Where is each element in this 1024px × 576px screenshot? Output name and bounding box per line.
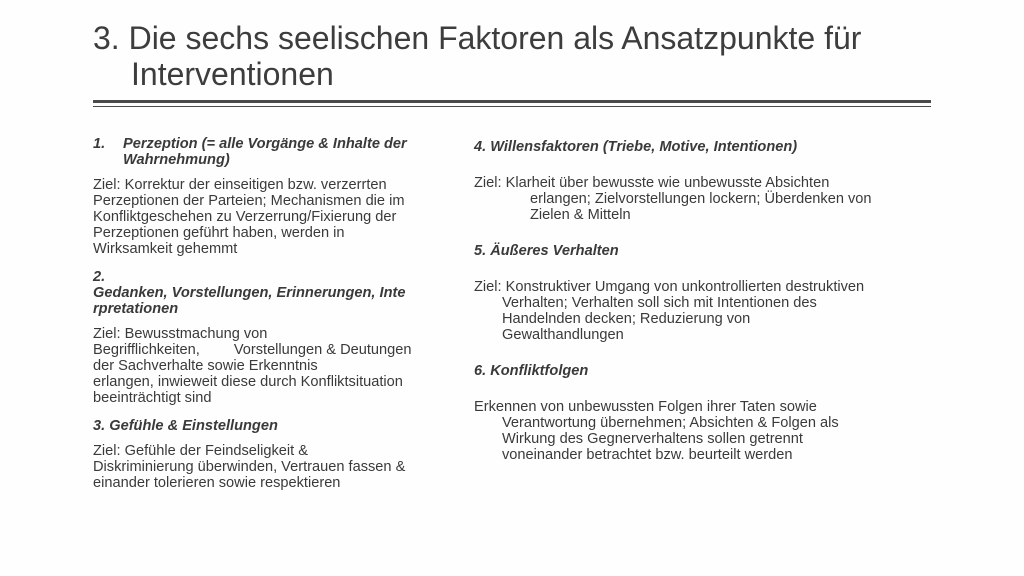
section4-heading: 4. Willensfaktoren (Triebe, Motive, Intentionen): [474, 139, 798, 155]
section1-number: 1.: [93, 136, 106, 152]
section6-line: Erkennen von unbewussten Folgen ihrer Taten sowie: [474, 399, 817, 415]
title-divider-thick: [93, 100, 931, 103]
section6-line: voneinander betrachtet bzw. beurteilt werden: [502, 447, 793, 463]
left-column: [93, 136, 463, 491]
section5-line: Gewalthandlungen: [502, 327, 624, 343]
section3-heading: 3. Gefühle & Einstellungen: [93, 418, 278, 434]
section1-line: Perzeptionen der Parteien; Mechanismen die im: [93, 193, 405, 209]
section1-heading-line1: Perzeption (= alle Vorgänge & Inhalte der: [123, 136, 407, 152]
title-divider-thin: [93, 106, 931, 107]
section5-heading: 5. Äußeres Verhalten: [474, 243, 619, 259]
slide-title-line2: Interventionen: [131, 56, 334, 92]
section2-line: der Sachverhalte sowie Erkenntnis: [93, 358, 318, 374]
section2-line: [93, 342, 463, 358]
section3-line: Diskriminierung überwinden, Vertrauen fassen &: [93, 459, 406, 475]
section3-line: einander tolerieren sowie respektieren: [93, 475, 341, 491]
section2-line-part: Vorstellungen & Deutungen: [233, 342, 412, 358]
section6-heading: 6. Konfliktfolgen: [474, 363, 589, 379]
section2-line: Ziel: Bewusstmachung von: [93, 326, 268, 342]
section1-heading-line2: Wahrnehmung): [123, 152, 230, 168]
section5-line: Verhalten; Verhalten soll sich mit Intentionen des: [502, 295, 817, 311]
section2-body: [93, 326, 463, 406]
section2-line: beeinträchtigt sind: [93, 390, 212, 406]
section1-body: [93, 177, 463, 257]
section2-heading-line1: 2.: [93, 269, 106, 285]
section5-line: Ziel: Konstruktiver Umgang von unkontrollierten destruktiven: [474, 279, 865, 295]
section4-line: Zielen & Mitteln: [530, 207, 631, 223]
section1-line: Ziel: Korrektur der einseitigen bzw. verzerrten: [93, 177, 387, 193]
section5-line: Handelnden decken; Reduzierung von: [502, 311, 751, 327]
section2-heading: [93, 269, 463, 317]
section1-line: Wirksamkeit gehemmt: [93, 241, 238, 257]
section1-line: Konfliktgeschehen zu Verzerrung/Fixierung der: [93, 209, 397, 225]
section6-line: Wirkung des Gegnerverhaltens sollen getrennt: [502, 431, 803, 447]
section4-line: erlangen; Zielvorstellungen lockern; Überdenken von: [530, 191, 872, 207]
section6-body: [474, 399, 944, 463]
section5-body: [474, 279, 944, 343]
section2-line-part: Begrifflichkeiten,: [93, 342, 200, 358]
section4-body: [474, 175, 944, 223]
section3-line: Ziel: Gefühle der Feindseligkeit &: [93, 443, 308, 459]
section1-line: Perzeptionen geführt haben, werden in: [93, 225, 345, 241]
slide-title: [93, 20, 973, 92]
right-column: [474, 139, 944, 463]
section3-body: [93, 443, 463, 491]
section4-line: Ziel: Klarheit über bewusste wie unbewusste Absichten: [474, 175, 830, 191]
section2-heading-line2: Gedanken, Vorstellungen, Erinnerungen, Inte: [93, 285, 406, 301]
section6-line: Verantwortung übernehmen; Absichten & Folgen als: [502, 415, 839, 431]
section2-heading-line3: rpretationen: [93, 301, 179, 317]
slide-title-line1: 3. Die sechs seelischen Faktoren als Ansatzpunkte für: [93, 20, 862, 56]
section1-heading: [93, 136, 463, 168]
section2-line: erlangen, inwieweit diese durch Konfliktsituation: [93, 374, 403, 390]
